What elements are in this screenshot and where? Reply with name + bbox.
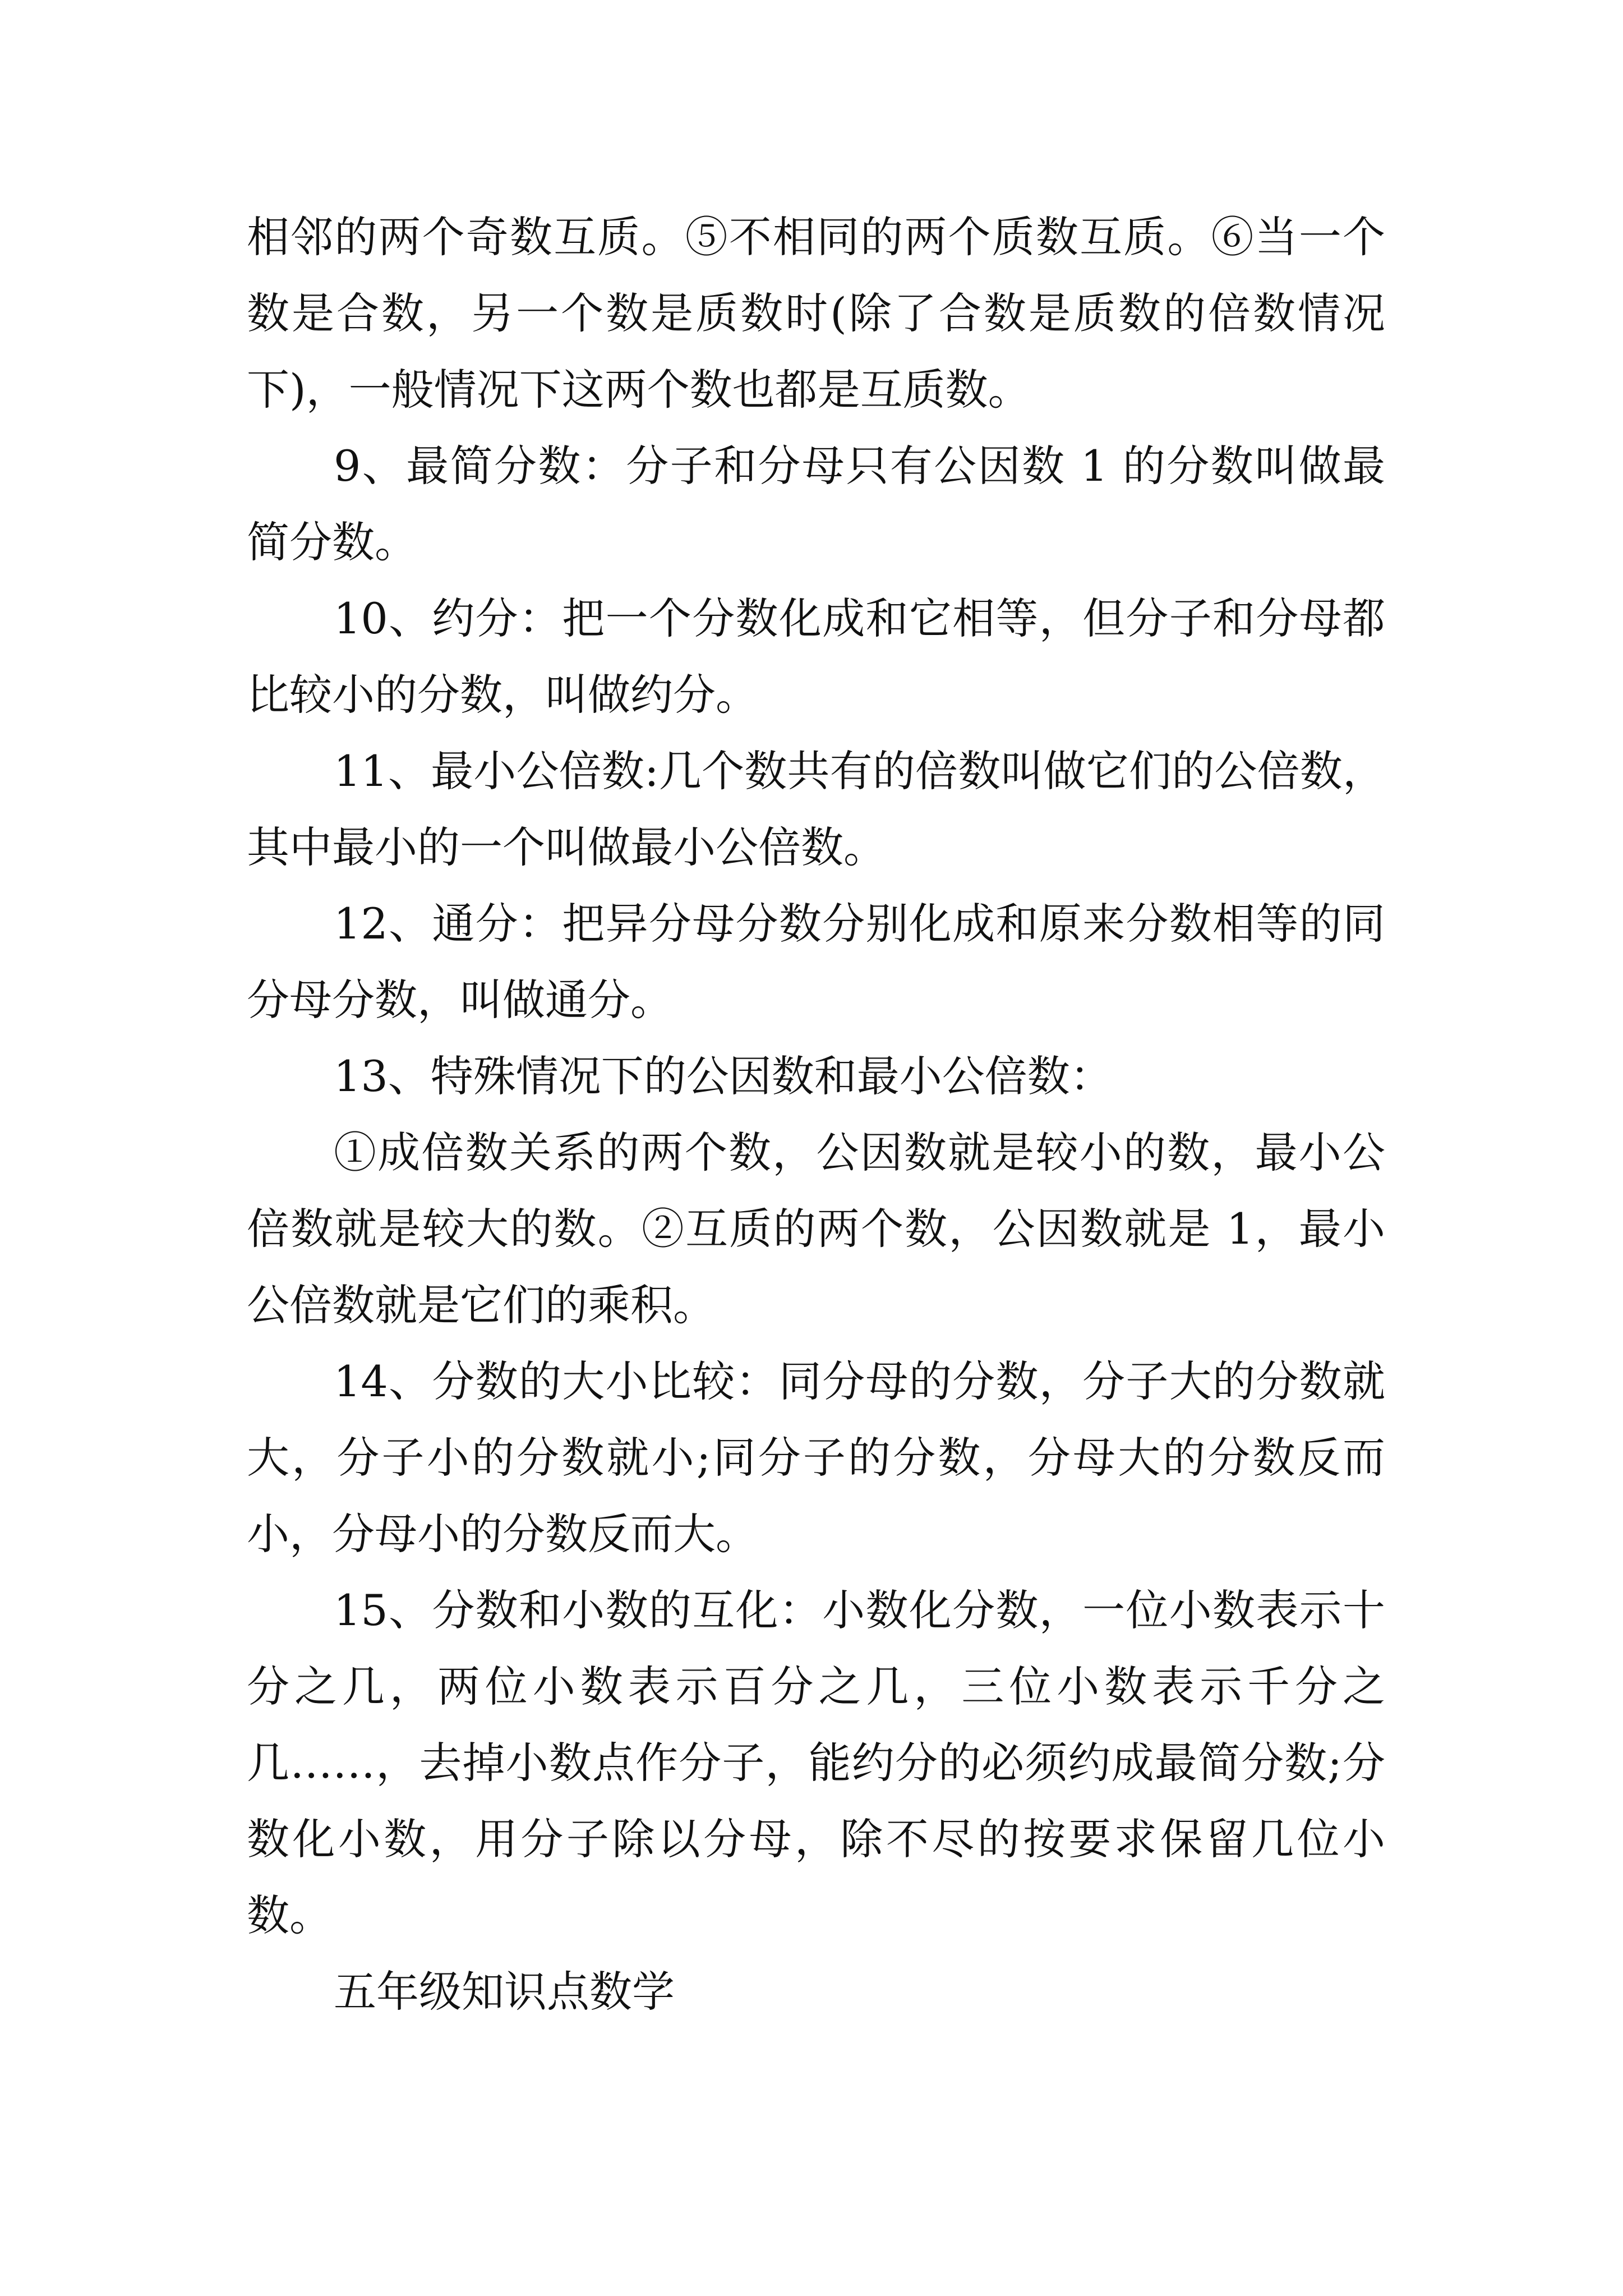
paragraph-coprime-rules-continued: 相邻的两个奇数互质。⑤不相同的两个质数互质。⑥当一个数是合数，另一个数是质数时(除了合数是质数的倍数情况下)，一般情况下这两个数也都是互质数。 bbox=[247, 212, 1385, 415]
paragraph-simplest-fraction: 9、最简分数：分子和分母只有公因数 1 的分数叫做最简分数。 bbox=[247, 441, 1385, 567]
paragraph-reduction: 10、约分：把一个分数化成和它相等，但分子和分母都比较小的分数，叫做约分。 bbox=[247, 593, 1385, 720]
paragraph-fraction-decimal-conversion: 15、分数和小数的互化：小数化分数，一位小数表示十分之几，两位小数表示百分之几，三位小数表示千分之几……，去掉小数点作分子，能约分的必须约成最简分数;分数化小数，用分子除以分母，除不尽的按要求保留几位小数。 bbox=[247, 1585, 1385, 1940]
paragraph-lcm: 11、最小公倍数:几个数共有的倍数叫做它们的公倍数，其中最小的一个叫做最小公倍数。 bbox=[247, 746, 1385, 872]
section-heading: 五年级知识点数学 bbox=[334, 1967, 675, 2017]
document-body bbox=[247, 199, 1385, 2030]
paragraph-common-denominator: 12、通分：把异分母分数分别化成和原来分数相等的同分母分数，叫做通分。 bbox=[247, 899, 1385, 1025]
paragraph-fraction-comparison: 14、分数的大小比较：同分母的分数，分子大的分数就大，分子小的分数就小;同分子的分数，分母大的分数反而小，分母小的分数反而大。 bbox=[247, 1356, 1385, 1559]
paragraph-special-cases-detail: ①成倍数关系的两个数，公因数就是较小的数，最小公倍数就是较大的数。②互质的两个数，公因数就是 1，最小公倍数就是它们的乘积。 bbox=[247, 1128, 1385, 1330]
paragraph-special-cases-heading: 13、特殊情况下的公因数和最小公倍数： bbox=[334, 1051, 1113, 1101]
